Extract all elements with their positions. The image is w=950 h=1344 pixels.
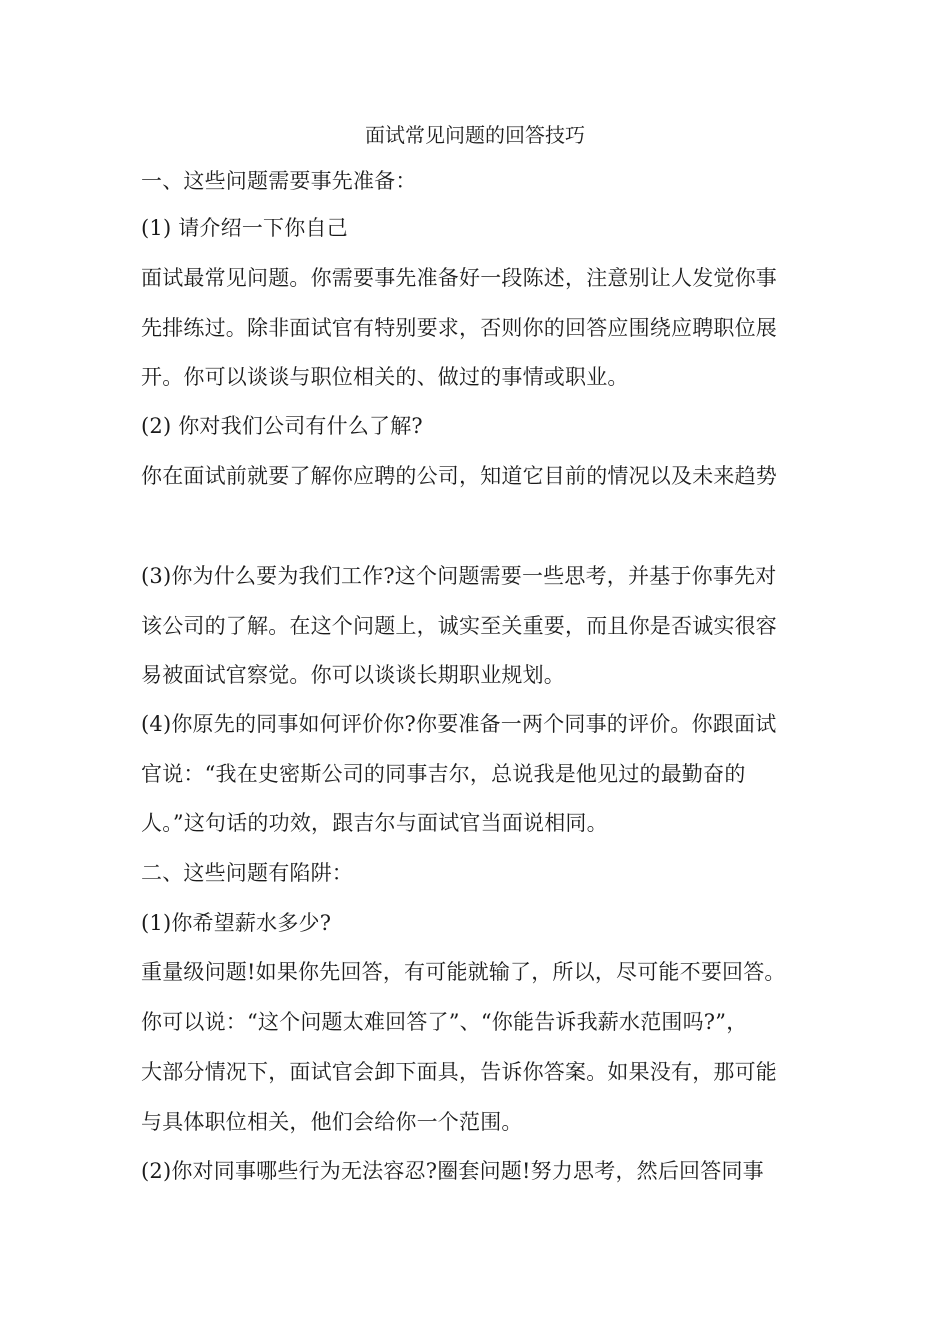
paragraph-line: 重量级问题!如果你先回答，有可能就输了，所以，尽可能不要回答。 bbox=[141, 960, 786, 984]
question-2-1: (1)你希望薪水多少? bbox=[141, 911, 332, 935]
document-title: 面试常见问题的回答技巧 bbox=[365, 123, 585, 147]
paragraph-line: 与具体职位相关，他们会给你一个范围。 bbox=[141, 1110, 523, 1134]
question-1-2: (2) 你对我们公司有什么了解? bbox=[141, 414, 423, 438]
paragraph-line: 人。”这句话的功效，跟吉尔与面试官当面说相同。 bbox=[141, 811, 608, 835]
paragraph-line: 官说：“我在史密斯公司的同事吉尔，总说我是他见过的最勤奋的 bbox=[141, 762, 746, 786]
paragraph-line: 易被面试官察觉。你可以谈谈长期职业规划。 bbox=[141, 663, 565, 687]
paragraph-line: 大部分情况下，面试官会卸下面具，告诉你答案。如果没有，那可能 bbox=[141, 1060, 777, 1084]
paragraph-line: 你可以说：“这个问题太难回答了”、“你能告诉我薪水范围吗?”， bbox=[141, 1010, 748, 1034]
paragraph-line: 该公司的了解。在这个问题上，诚实至关重要，而且你是否诚实很容 bbox=[141, 614, 777, 638]
paragraph-line: 先排练过。除非面试官有特别要求，否则你的回答应围绕应聘职位展 bbox=[141, 316, 777, 340]
question-2-2: (2)你对同事哪些行为无法容忍?圈套问题!努力思考，然后回答同事 bbox=[141, 1159, 764, 1183]
paragraph-line: 面试最常见问题。你需要事先准备好一段陈述，注意别让人发觉你事 bbox=[141, 266, 777, 290]
question-1-4: (4)你原先的同事如何评价你?你要准备一两个同事的评价。你跟面试 bbox=[141, 712, 777, 736]
paragraph-line: 你在面试前就要了解你应聘的公司，知道它目前的情况以及未来趋势 bbox=[141, 464, 777, 488]
question-1-3: (3)你为什么要为我们工作?这个问题需要一些思考，并基于你事先对 bbox=[141, 564, 777, 588]
paragraph-line: 开。你可以谈谈与职位相关的、做过的事情或职业。 bbox=[141, 365, 629, 389]
section-heading-1: 一、这些问题需要事先准备： bbox=[141, 169, 417, 193]
section-heading-2: 二、这些问题有陷阱： bbox=[141, 861, 353, 885]
question-1-1: (1) 请介绍一下你自己 bbox=[141, 216, 348, 240]
